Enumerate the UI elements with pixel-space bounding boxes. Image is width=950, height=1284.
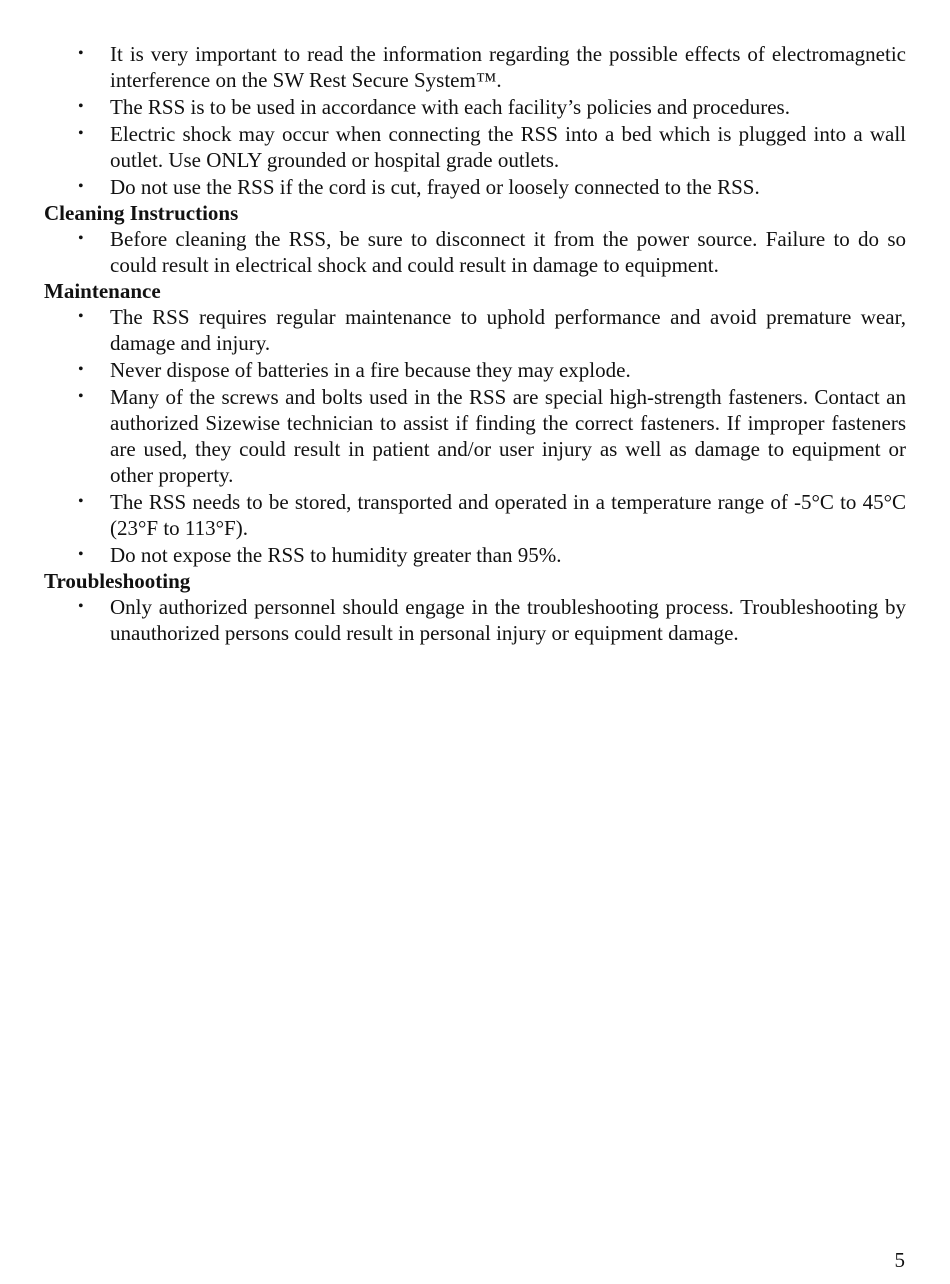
bullet-icon: • xyxy=(78,388,84,405)
page-number: 5 xyxy=(894,1248,905,1272)
list-item xyxy=(44,542,906,568)
bullet-icon: • xyxy=(78,546,84,563)
list-item xyxy=(44,357,906,383)
cleaning-instructions-list xyxy=(44,226,906,278)
bullet-icon: • xyxy=(78,45,84,62)
list-item xyxy=(44,94,906,120)
maintenance-list xyxy=(44,304,906,568)
document-page xyxy=(44,41,906,646)
bullet-icon: • xyxy=(78,230,84,247)
list-item-text: Many of the screws and bolts used in the RSS are special high-strength fasteners. Contact an authorized Sizewise technician to assist if finding the correct fasteners. If improper fasteners are used, they could result in patient and/or user injury as well as damage to equipment or other property. xyxy=(110,385,906,487)
bullet-icon: • xyxy=(78,598,84,615)
bullet-icon: • xyxy=(78,493,84,510)
bullet-icon: • xyxy=(78,178,84,195)
list-item xyxy=(44,121,906,173)
bullet-icon: • xyxy=(78,98,84,115)
troubleshooting-list xyxy=(44,594,906,646)
list-item-text: Electric shock may occur when connecting the RSS into a bed which is plugged into a wall outlet. Use ONLY grounded or hospital grade outlets. xyxy=(110,122,906,172)
bullet-icon: • xyxy=(78,361,84,378)
troubleshooting-heading: Troubleshooting xyxy=(44,569,191,593)
bullet-icon: • xyxy=(78,125,84,142)
safety-warnings-list xyxy=(44,41,906,200)
maintenance-heading: Maintenance xyxy=(44,279,161,303)
list-item xyxy=(44,594,906,646)
list-item xyxy=(44,226,906,278)
list-item xyxy=(44,384,906,488)
list-item-text: Before cleaning the RSS, be sure to disconnect it from the power source. Failure to do so could result in electrical shock and could result in damage to equipment. xyxy=(110,227,906,277)
bullet-icon: • xyxy=(78,308,84,325)
list-item-text: The RSS is to be used in accordance with each facility’s policies and procedures. xyxy=(110,95,790,119)
list-item-text: Only authorized personnel should engage in the troubleshooting process. Troubleshooting by unauthorized persons could result in personal injury or equipment damage. xyxy=(110,595,906,645)
list-item-text: Do not expose the RSS to humidity greater than 95%. xyxy=(110,543,562,567)
list-item xyxy=(44,304,906,356)
cleaning-instructions-heading: Cleaning Instructions xyxy=(44,201,239,225)
list-item-text: Do not use the RSS if the cord is cut, frayed or loosely connected to the RSS. xyxy=(110,175,760,199)
list-item xyxy=(44,489,906,541)
list-item xyxy=(44,174,906,200)
list-item-text: The RSS requires regular maintenance to uphold performance and avoid premature wear, damage and injury. xyxy=(110,305,906,355)
list-item-text: The RSS needs to be stored, transported and operated in a temperature range of -5°C to 45°C (23°F to 113°F). xyxy=(110,490,906,540)
list-item xyxy=(44,41,906,93)
list-item-text: It is very important to read the information regarding the possible effects of electromagnetic interference on the SW Rest Secure System™. xyxy=(110,42,906,92)
list-item-text: Never dispose of batteries in a fire because they may explode. xyxy=(110,358,631,382)
